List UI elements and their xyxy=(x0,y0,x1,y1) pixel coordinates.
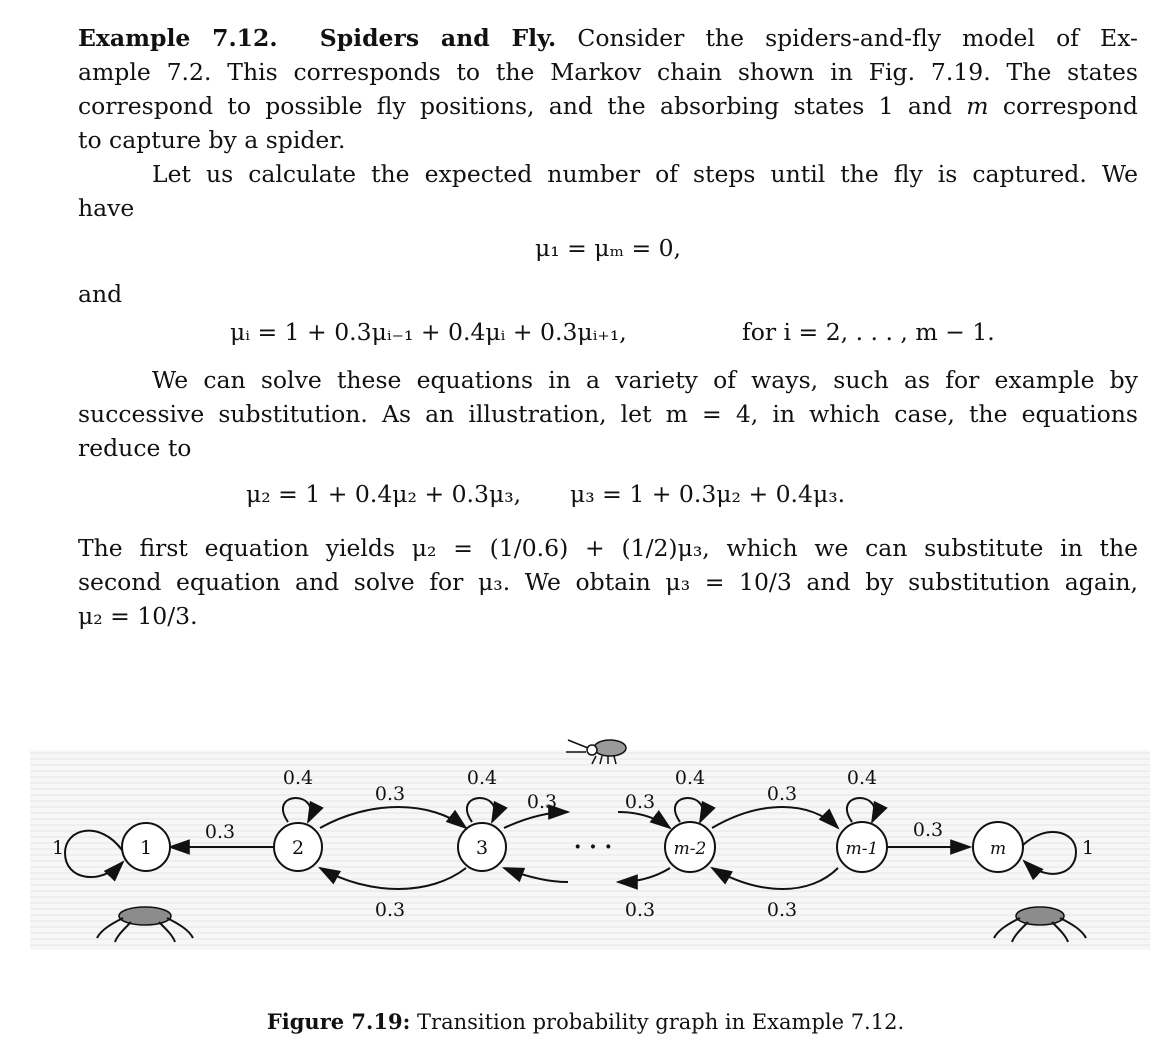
edge-label-2-1: 0.3 xyxy=(204,821,236,843)
equation-boundary: μ₁ = μₘ = 0, xyxy=(534,234,682,262)
paragraph-1-line-1: Consider the spiders-and-fly model of Ex- xyxy=(577,24,1138,52)
figure-caption-text: Transition probability graph in Example 7.12. xyxy=(417,1010,905,1034)
edge-label-3-2: 0.3 xyxy=(374,899,406,921)
paragraph-3-line-2: successive substitution. As an illustration, let m = 4, in which case, the equations xyxy=(78,400,1138,428)
paragraph-1-line-4: to capture by a spider. xyxy=(78,126,346,154)
equation-recursion-condition: for i = 2, . . . , m − 1. xyxy=(742,318,995,346)
equation-m4-b: μ₃ = 1 + 0.3μ₂ + 0.4μ₃. xyxy=(570,480,846,508)
paragraph-2-line-2: have xyxy=(78,194,135,222)
self-loop-label-3: 0.4 xyxy=(466,767,498,789)
state-label-2: 2 xyxy=(291,837,305,859)
state-label-3: 3 xyxy=(475,837,489,859)
paragraph-1-line-3 xyxy=(78,90,1138,123)
self-loop-label-m: 1 xyxy=(1081,837,1095,859)
edge-label-m2-m1: 0.3 xyxy=(766,783,798,805)
paragraph-2-line-1: Let us calculate the expected number of steps until the fly is captured. We xyxy=(152,160,1138,188)
state-label-m2: m-2 xyxy=(673,839,707,859)
self-loop-label-1: 1 xyxy=(51,837,65,859)
example-title: Spiders and Fly. xyxy=(319,24,557,52)
figure-caption-label: Figure 7.19: xyxy=(266,1009,411,1034)
edge-label-m2-dots: 0.3 xyxy=(624,899,656,921)
equation-m4-a: μ₂ = 1 + 0.4μ₂ + 0.3μ₃, xyxy=(246,480,522,508)
figure-caption xyxy=(0,1008,1171,1036)
self-loop-label-m1: 0.4 xyxy=(846,767,878,789)
paragraph-3-line-1: We can solve these equations in a variety of ways, such as for example by xyxy=(152,366,1138,394)
paragraph-1-line-3b: m xyxy=(966,92,989,120)
edge-label-m1-m: 0.3 xyxy=(912,819,944,841)
edge-label-2-3: 0.3 xyxy=(374,783,406,805)
paragraph-4-line-2: second equation and solve for μ₃. We obtain μ₃ = 10/3 and by substitution again, xyxy=(78,568,1138,596)
state-label-m1: m-1 xyxy=(845,839,879,859)
ellipsis-dots: · · · xyxy=(573,834,613,860)
paragraph-4-line-1: The first equation yields μ₂ = (1/0.6) + (1/2)μ₃, which we can substitute in the xyxy=(78,534,1138,562)
word-and: and xyxy=(78,280,123,308)
paragraph-4-line-3: μ₂ = 10/3. xyxy=(78,602,198,630)
edge-label-dots-m2: 0.3 xyxy=(624,791,656,813)
paragraph-1-line-2: ample 7.2. This corresponds to the Markov chain shown in Fig. 7.19. The states xyxy=(78,58,1138,86)
self-loop-label-2: 0.4 xyxy=(282,767,314,789)
paragraph-3-line-3: reduce to xyxy=(78,434,192,462)
example-heading-line xyxy=(78,22,1138,55)
markov-chain-figure xyxy=(30,720,1150,960)
paragraph-1-line-3c: correspond xyxy=(1002,92,1138,120)
state-label-1: 1 xyxy=(139,837,153,859)
edge-label-m1-m2: 0.3 xyxy=(766,899,798,921)
paragraph-1-line-3a: correspond to possible fly positions, and the absorbing states 1 and xyxy=(78,92,953,120)
state-label-m: m xyxy=(989,839,1007,859)
equation-recursion: μᵢ = 1 + 0.3μᵢ₋₁ + 0.4μᵢ + 0.3μᵢ₊₁, xyxy=(230,318,627,346)
example-number: Example 7.12. xyxy=(78,24,278,52)
edge-label-3-dots: 0.3 xyxy=(526,791,558,813)
self-loop-label-m2: 0.4 xyxy=(674,767,706,789)
